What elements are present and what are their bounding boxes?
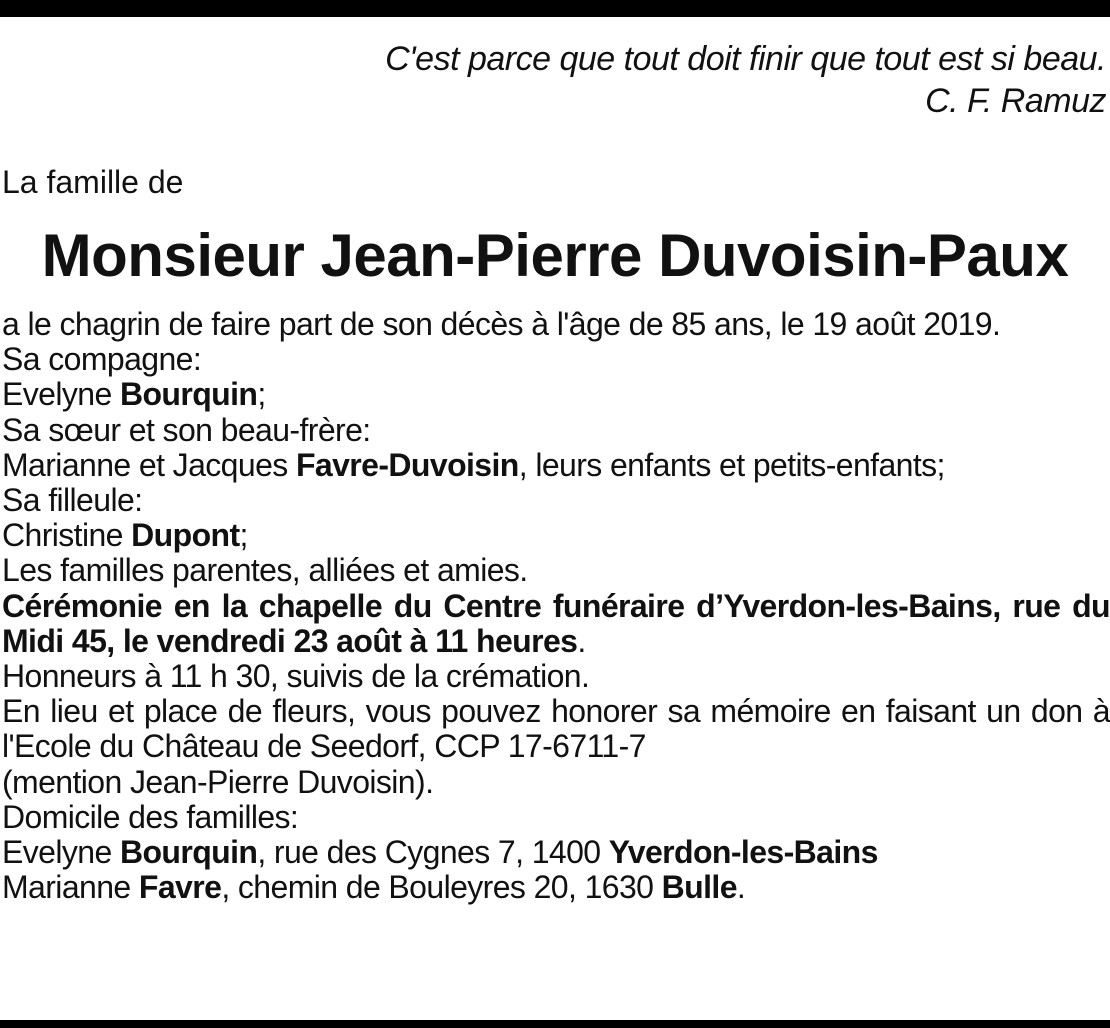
- sibling-first-names: Marianne et Jacques: [2, 446, 296, 483]
- ceremony-end: .: [577, 622, 586, 659]
- address1-last-name: Bourquin: [119, 834, 258, 871]
- epigraph-text: C'est parce que tout doit finir que tout est si beau.: [385, 40, 1106, 78]
- address2-end: .: [736, 869, 746, 906]
- intro-text: La famille de: [2, 164, 184, 200]
- address2-last-name: Favre: [138, 869, 222, 906]
- address2-city: Bulle: [661, 869, 737, 906]
- domicile-address-1: [2, 835, 1110, 870]
- sibling-end: , leurs enfants et petits-enfants;: [518, 446, 945, 483]
- companion-end: ;: [257, 376, 266, 413]
- ceremony-text: Cérémonie en la chapelle du Centre funéraire d’Yverdon-les-Bains, rue du Midi 45, le vendredi 23 août à 11 heures: [2, 587, 1110, 659]
- goddaughter-first-name: Christine: [2, 517, 132, 554]
- notice-body: [2, 307, 1110, 905]
- goddaughter-last-name: Dupont: [131, 517, 240, 554]
- companion-label: Sa compagne:: [2, 341, 202, 378]
- bottom-rule: [0, 1020, 1110, 1028]
- address1-street: , rue des Cygnes 7, 1400: [257, 834, 609, 871]
- donation-mention: (mention Jean-Pierre Duvoisin).: [2, 763, 434, 800]
- sibling-last-name: Favre-Duvoisin: [295, 446, 519, 483]
- companion-first-name: Evelyne: [2, 376, 120, 413]
- epigraph: [385, 38, 1106, 122]
- goddaughter-line: [2, 518, 1110, 553]
- domicile-label: Domicile des familles:: [2, 798, 299, 835]
- goddaughter-end: ;: [239, 517, 248, 554]
- address2-first-name: Marianne: [2, 869, 139, 906]
- goddaughter-label: Sa filleule:: [2, 482, 143, 519]
- sibling-label: Sa sœur et son beau-frère:: [2, 411, 371, 448]
- deceased-name: Monsieur Jean-Pierre Duvoisin-Paux: [41, 222, 1069, 289]
- domicile-address-2: [2, 870, 1110, 905]
- ceremony-paragraph: [2, 589, 1110, 659]
- donation-paragraph: En lieu et place de fleurs, vous pouvez honorer sa mémoire en faisant un don à l'Ecole du Château de Seedorf, CCP 17-6711-7: [2, 693, 1110, 765]
- top-rule: [0, 0, 1110, 17]
- relatives-line: Les familles parentes, alliées et amies.: [2, 552, 528, 589]
- honours-line: Honneurs à 11 h 30, suivis de la crémation.: [2, 658, 590, 695]
- companion-line: [2, 377, 1110, 412]
- epigraph-author: C. F. Ramuz: [925, 82, 1106, 120]
- announcement: a le chagrin de faire part de son décès à l'âge de 85 ans, le 19 août 2019.: [2, 306, 1001, 342]
- address1-city: Yverdon-les-Bains: [608, 834, 878, 871]
- companion-last-name: Bourquin: [119, 376, 258, 413]
- address2-street: , chemin de Bouleyres 20, 1630: [221, 869, 662, 906]
- address1-first-name: Evelyne: [2, 834, 120, 871]
- sibling-line: [2, 448, 1110, 483]
